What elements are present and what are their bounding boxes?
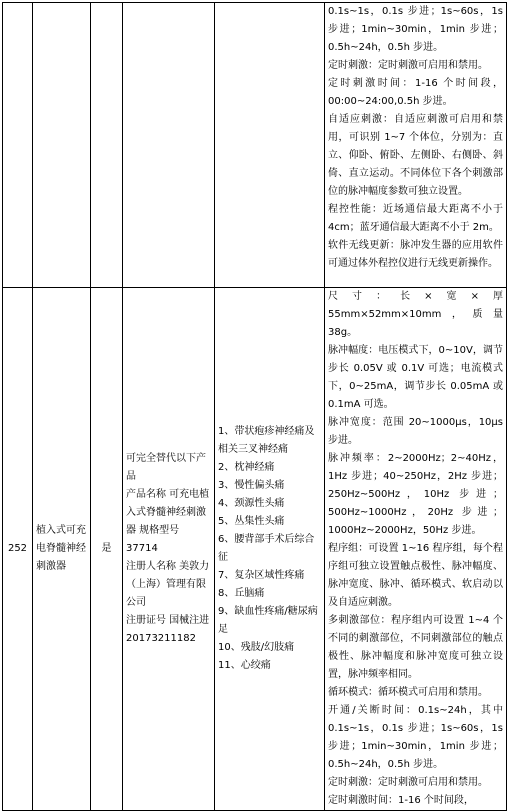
indication-item: 10、残肢/幻肢痛 <box>218 642 295 653</box>
spec-line: 循环模式：循环模式可启用和禁用。 <box>328 687 488 698</box>
spec-line: 0.1s~1s，0.1s 步进；1s~60s，1s 步进；1min~30min，1min 步进；0.5h~24h，0.5h 步进。 <box>328 6 503 53</box>
spec-line: 尺寸：长×宽×厚 55mm×52mm×10mm，质量 38g。 <box>328 291 503 338</box>
indication-item: 3、慢性偏头痛 <box>218 480 285 491</box>
product-name-cell: 植入式可充电脊髓神经刺激器 <box>33 288 91 811</box>
spec-line: 多刺激部位：程序组内可设置 1~4 个不同的刺激部位，不同刺激部位的触点极性、脉冲幅度和脉冲宽度可独立设置，脉冲频率相同。 <box>328 615 503 680</box>
spec-line: 程序组：可设置 1~16 程序组，每个程序组可独立设置触点极性、脉冲幅度、脉冲宽度、脉冲、循环模式、软启动以及自适应刺激。 <box>328 543 503 608</box>
product-table <box>2 2 507 811</box>
spec-line: 脉冲频率：2~2000Hz；2~40Hz，1Hz 步进；40~250Hz，2Hz 步进；250Hz~500Hz，10Hz 步进；500Hz~1000Hz，20Hz 步进；1000Hz~2000Hz，50Hz 步进。 <box>328 453 503 536</box>
indication-item: 9、缺血性疼痛/糖尿病足 <box>218 606 318 635</box>
flag-cell <box>91 3 123 288</box>
spec-line: 定时刺激时间：1-16 个时间段， <box>328 795 474 806</box>
indication-item: 11、心绞痛 <box>218 660 271 671</box>
spec-line: 开通/关断时间：0.1s~24h，其中0.1s~1s，0.1s 步进；1s~60s，1s 步进；1min~30min，1min 步进；0.5h~24h，0.5h 步进。 <box>328 705 503 770</box>
spec-line: 软件无线更新：脉冲发生器的应用软件可通过体外程控仪进行无线更新操作。 <box>328 240 503 269</box>
indication-item: 4、颈源性头痛 <box>218 498 285 509</box>
spec-line: 定时刺激时间：1-16 个时间段，00:00~24:00,0.5h 步进。 <box>328 78 503 107</box>
indication-item: 2、枕神经痛 <box>218 462 275 473</box>
indication-item: 5、丛集性头痛 <box>218 516 285 527</box>
spec-cell <box>325 3 507 288</box>
spec-line: 脉冲宽度：范围 20~1000μs，10μs 步进。 <box>328 417 503 446</box>
indication-item: 8、丘脑痛 <box>218 588 265 599</box>
spec-cell <box>325 288 507 811</box>
indication-item: 7、复杂区域性疼痛 <box>218 570 305 581</box>
indication-item: 1、带状疱疹神经痛及相关三叉神经痛 <box>218 426 315 455</box>
indication-item: 6、腰背部手术后综合征 <box>218 534 315 563</box>
indications-cell <box>215 288 325 811</box>
indications-cell <box>215 3 325 288</box>
spec-line: 定时刺激：定时刺激可启用和禁用。 <box>328 777 488 788</box>
spec-line: 脉冲幅度：电压模式下，0~10V，调节步长 0.05V 或 0.1V 可选；电流模式下，0~25mA，调节步长 0.05mA 或 0.1mA 可选。 <box>328 345 503 410</box>
table-row <box>3 288 507 811</box>
registration-cell: 可完全替代以下产品 产品名称 可充电植入式脊髓神经刺激器 规格型号 37714 注册人名称 美敦力（上海）管理有限公司 注册证号 国械注进 20173211182 <box>123 288 215 811</box>
spec-line: 定时刺激：定时刺激可启用和禁用。 <box>328 60 488 71</box>
row-number-cell <box>3 3 33 288</box>
table-row <box>3 3 507 288</box>
row-number-cell: 252 <box>3 288 33 811</box>
product-name-cell <box>33 3 91 288</box>
spec-line: 程控性能：近场通信最大距离不小于4cm；蓝牙通信最大距离不小于 2m。 <box>328 204 503 233</box>
spec-line: 自适应刺激：自适应刺激可启用和禁用，可识别 1~7 个体位，分别为：直立、仰卧、俯卧、左侧卧、右侧卧、斜倚、直立运动。不同体位下各个刺激部位的脉冲幅度参数可独立设置。 <box>328 114 503 197</box>
flag-cell: 是 <box>91 288 123 811</box>
registration-cell <box>123 3 215 288</box>
